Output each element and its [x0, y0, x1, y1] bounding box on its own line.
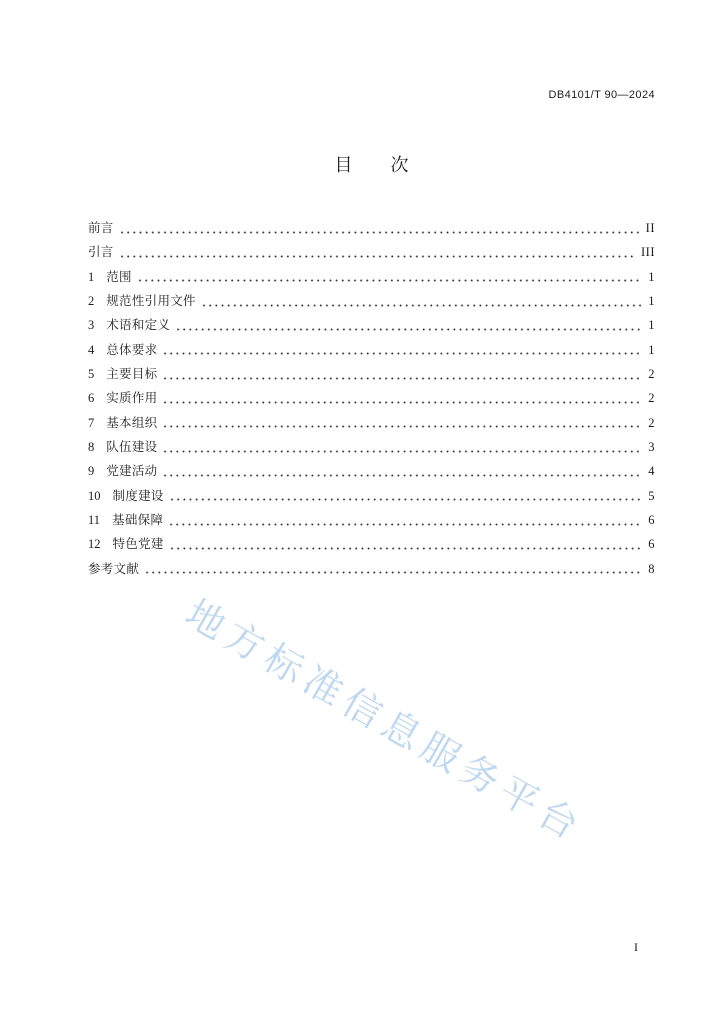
toc-entry-title: 主要目标 [106, 366, 158, 382]
toc-entry-title: 特色党建 [112, 536, 164, 552]
toc-entry-title: 前言 [88, 220, 114, 235]
toc-entry-number: 10 [88, 488, 101, 503]
toc-entry-general-requirements[interactable] [88, 338, 655, 362]
page-title: 目 次 [334, 155, 419, 176]
dot-leader [175, 313, 642, 337]
dot-leader [169, 484, 643, 508]
toc-page-number: 2 [648, 391, 655, 406]
toc-entry-number: 6 [88, 391, 95, 406]
toc-page-number: 1 [648, 342, 655, 357]
toc-entry-featured-party-building[interactable] [88, 532, 655, 556]
toc-entry-number: 4 [88, 342, 95, 357]
dot-leader [162, 435, 642, 459]
toc-entry-number: 11 [88, 513, 101, 528]
toc-entry-title: 基本组织 [106, 414, 158, 430]
dot-leader [168, 508, 642, 532]
toc-entry-bibliography[interactable] [88, 557, 655, 581]
toc-entry-number: 9 [88, 464, 95, 479]
dot-leader [144, 557, 642, 581]
dot-leader [162, 411, 642, 435]
toc-entry-party-activities[interactable] [88, 459, 655, 483]
toc-entry-basic-guarantee[interactable] [88, 508, 655, 532]
toc-entry-number: 8 [88, 440, 95, 455]
toc-entry-title: 队伍建设 [106, 439, 158, 455]
toc-page-number: 2 [648, 367, 655, 382]
dot-leader [162, 362, 642, 386]
toc-entry-title: 范围 [106, 268, 132, 284]
toc-entry-number: 1 [88, 269, 95, 284]
dot-leader [162, 459, 642, 483]
dot-leader [162, 338, 642, 362]
toc-page-number: 6 [648, 537, 655, 552]
dot-leader [119, 216, 640, 240]
toc-entry-number: 2 [88, 294, 95, 309]
toc-entry-number: 3 [88, 318, 95, 333]
toc-page-number: 1 [648, 269, 655, 284]
table-of-contents [88, 216, 655, 581]
toc-page-number: 2 [648, 415, 655, 430]
dot-leader [162, 386, 642, 410]
toc-page-number: II [645, 221, 655, 235]
toc-entry-system-building[interactable] [88, 484, 655, 508]
toc-entry-terms-definitions[interactable] [88, 313, 655, 337]
toc-page-number: 4 [648, 464, 655, 479]
toc-page-number: 3 [648, 440, 655, 455]
toc-entry-title: 制度建设 [112, 487, 164, 503]
toc-entry-title: 引言 [88, 244, 114, 260]
toc-page-number: III [641, 245, 655, 260]
dot-leader [137, 265, 642, 289]
toc-entry-title: 参考文献 [88, 560, 140, 576]
toc-entry-normative-references[interactable] [88, 289, 655, 313]
toc-page-number: 5 [648, 488, 655, 503]
toc-entry-title: 总体要求 [106, 341, 158, 357]
dot-leader [201, 289, 642, 313]
toc-entry-substantive-role[interactable] [88, 386, 655, 410]
toc-entry-main-objectives[interactable] [88, 362, 655, 386]
toc-entry-number: 7 [88, 415, 95, 430]
toc-entry-title: 术语和定义 [106, 317, 171, 333]
page-number: I [634, 940, 638, 954]
toc-entry-title: 实质作用 [106, 390, 158, 406]
toc-entry-title: 党建活动 [106, 463, 158, 479]
toc-entry-number: 12 [88, 537, 101, 552]
toc-page-number: 1 [648, 294, 655, 309]
toc-page-number: 1 [648, 318, 655, 333]
document-code: DB4101/T 90—2024 [548, 89, 655, 101]
dot-leader [119, 240, 635, 264]
toc-entry-team-building[interactable] [88, 435, 655, 459]
toc-entry-scope[interactable] [88, 265, 655, 289]
toc-entry-introduction[interactable] [88, 240, 655, 264]
toc-entry-title: 规范性引用文件 [106, 293, 196, 309]
toc-entry-number: 5 [88, 367, 95, 382]
watermark: 地方标准信息服务平台 [178, 591, 592, 851]
toc-page-number: 6 [648, 513, 655, 528]
dot-leader [169, 532, 643, 556]
toc-entry-title: 基础保障 [112, 512, 164, 528]
toc-entry-basic-organization[interactable] [88, 411, 655, 435]
toc-page-number: 8 [648, 561, 655, 576]
toc-entry-foreword[interactable] [88, 216, 655, 240]
